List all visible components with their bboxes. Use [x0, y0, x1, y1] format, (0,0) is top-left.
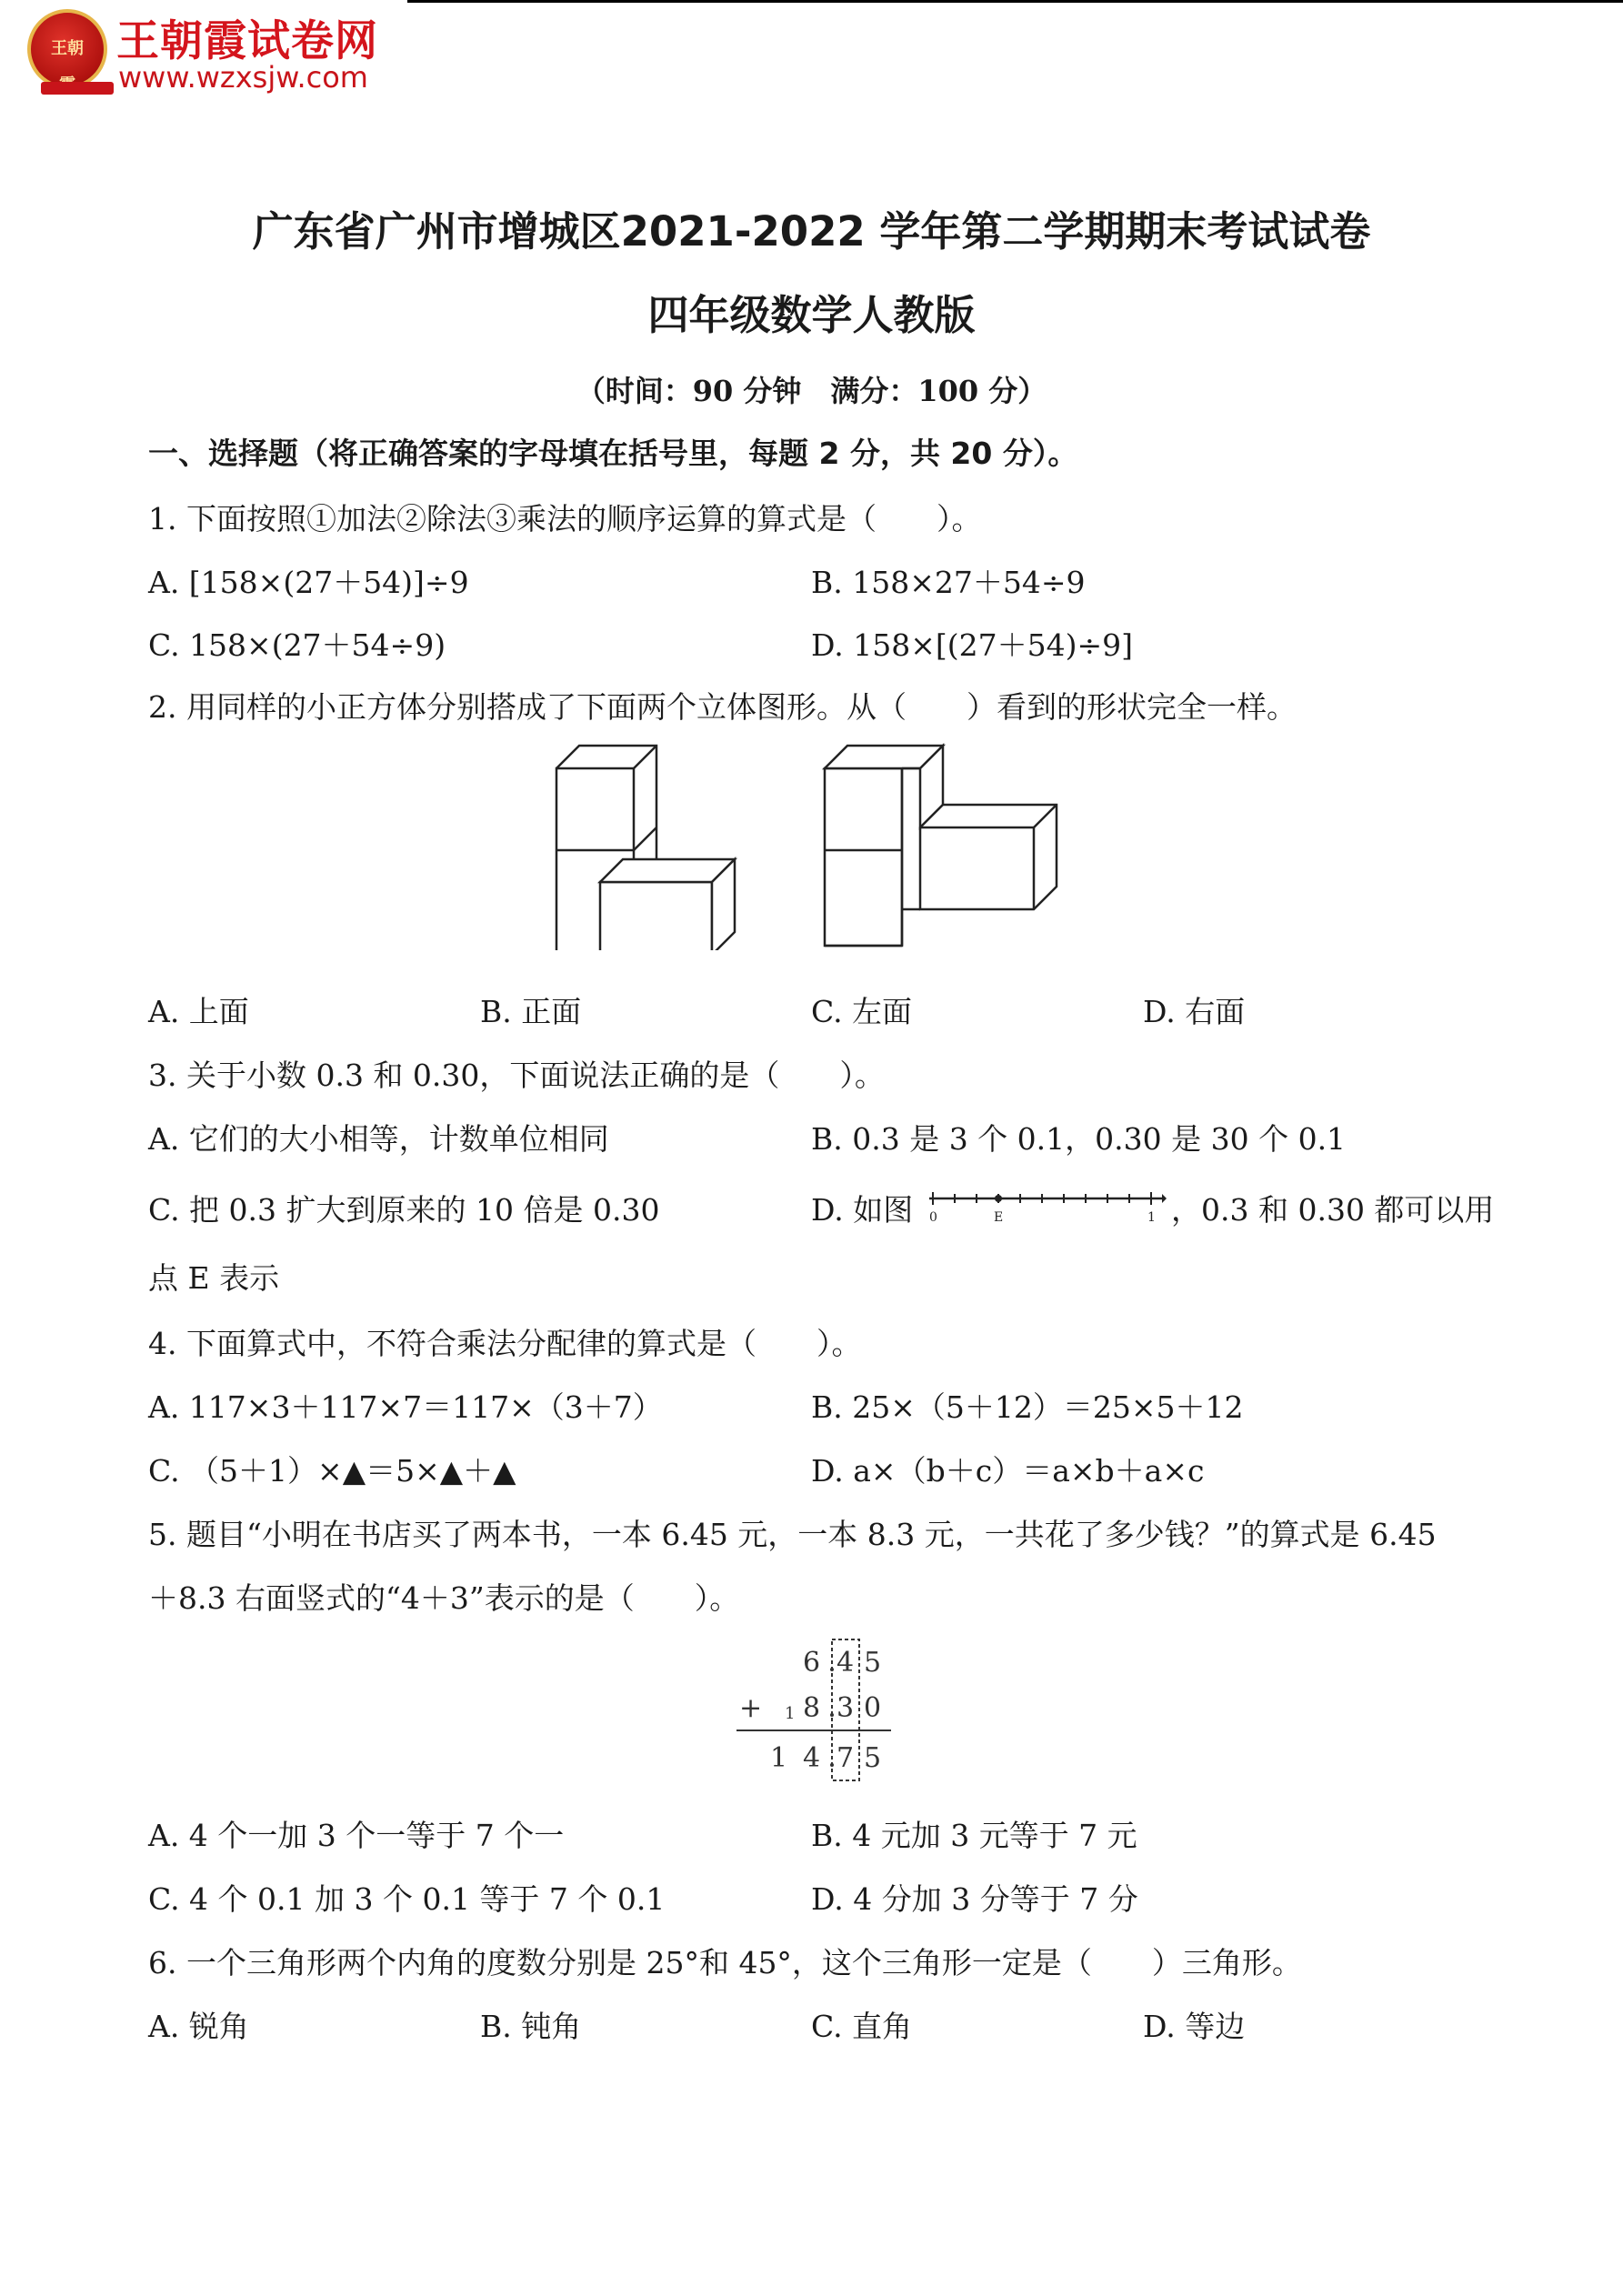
- v-r3-d4: 5: [864, 1742, 882, 1774]
- q5-option-a: A. 4 个一加 3 个一等于 7 个一: [148, 1818, 565, 1853]
- q4-option-d: D. a×（b＋c）＝a×b＋a×c: [811, 1453, 1205, 1489]
- site-brand: 王朝霞试卷网: [116, 16, 378, 66]
- q1-stem: 1. 下面按照①加法②除法③乘法的顺序运算的算式是（ ）。: [148, 501, 982, 536]
- site-logo: [27, 9, 107, 89]
- q2-stem: 2. 用同样的小正方体分别搭成了下面两个立体图形。从（ ）看到的形状完全一样。: [148, 689, 1297, 725]
- q5-option-c: C. 4 个 0.1 加 3 个 0.1 等于 7 个 0.1: [148, 1881, 666, 1917]
- section-heading: 一、选择题（将正确答案的字母填在括号里，每题 2 分，共 20 分）。: [148, 436, 1078, 471]
- q3-option-a: A. 它们的大小相等，计数单位相同: [148, 1121, 609, 1157]
- q5-option-d: D. 4 分加 3 分等于 7 分: [811, 1881, 1138, 1917]
- q1-option-b: B. 158×27＋54÷9: [811, 565, 1086, 600]
- q4-option-a: A. 117×3＋117×7＝117×（3＋7）: [148, 1389, 663, 1425]
- v-plus: +: [739, 1692, 763, 1724]
- q5-option-b: B. 4 元加 3 元等于 7 元: [811, 1818, 1137, 1853]
- number-line-label-zero: 0: [929, 1210, 937, 1225]
- site-url[interactable]: www.wzxsjw.com: [118, 60, 368, 95]
- v-r2-d1: 8: [803, 1692, 821, 1724]
- q2-option-d: D. 右面: [1143, 994, 1246, 1029]
- q4-option-c: C. （5＋1）×▲＝5×▲＋▲: [148, 1453, 516, 1489]
- q6-option-d: D. 等边: [1143, 2009, 1246, 2044]
- q1-option-d: D. 158×[(27＋54)÷9]: [811, 627, 1134, 663]
- logo-text: 王朝: [51, 39, 84, 58]
- exam-meta: （时间：90 分钟 满分：100 分）: [576, 374, 1047, 408]
- v-r2-d3: 0: [864, 1692, 882, 1724]
- document-subtitle: 四年级数学人教版: [647, 291, 976, 339]
- v-r1-d2: 4: [837, 1647, 855, 1679]
- cube-figure-left: [550, 741, 768, 950]
- q1-option-c: C. 158×(27＋54÷9): [148, 627, 446, 663]
- v-carry: 1: [785, 1704, 796, 1723]
- v-r3-d3: 7: [837, 1742, 855, 1774]
- v-r3-d2: 4: [803, 1742, 821, 1774]
- v-r1-d1: 6: [803, 1647, 821, 1679]
- q4-option-b: B. 25×（5＋12）＝25×5＋12: [811, 1389, 1244, 1425]
- number-line: [926, 1185, 1167, 1226]
- logo-ribbon: [41, 82, 114, 95]
- q3-option-c: C. 把 0.3 扩大到原来的 10 倍是 0.30: [148, 1192, 660, 1228]
- document-title: 广东省广州市增城区2021-2022 学年第二学期期末考试试卷: [252, 207, 1371, 256]
- v-r2-d2: 3: [837, 1692, 855, 1724]
- q6-option-c: C. 直角: [811, 2009, 913, 2044]
- v-r3-d1: 1: [770, 1742, 788, 1774]
- q2-option-b: B. 正面: [480, 994, 582, 1029]
- q3-option-d-prefix: D. 如图: [811, 1192, 914, 1228]
- q3-option-d-continued: 点 E 表示: [148, 1260, 280, 1296]
- number-line-label-e: E: [994, 1210, 1004, 1225]
- q3-option-d-suffix: ，0.3 和 0.30 都可以用: [1171, 1192, 1495, 1228]
- v-r1-d3: 5: [864, 1647, 882, 1679]
- q6-option-b: B. 钝角: [480, 2009, 582, 2044]
- q5-stem-line2: ＋8.3 右面竖式的“4＋3”表示的是（ ）。: [148, 1580, 740, 1616]
- q6-stem: 6. 一个三角形两个内角的度数分别是 25°和 45°，这个三角形一定是（ ）三角形。: [148, 1945, 1302, 1980]
- q6-option-a: A. 锐角: [148, 2009, 249, 2044]
- q4-stem: 4. 下面算式中，不符合乘法分配律的算式是（ ）。: [148, 1326, 862, 1361]
- header-rule: [407, 0, 1623, 3]
- q3-option-b: B. 0.3 是 3 个 0.1，0.30 是 30 个 0.1: [811, 1121, 1347, 1157]
- q5-stem-line1: 5. 题目“小明在书店买了两本书，一本 6.45 元，一本 8.3 元，一共花了多少钱？”的算式是 6.45: [148, 1517, 1437, 1552]
- cube-figure-right: [818, 741, 1073, 950]
- vertical-addition: [732, 1635, 896, 1785]
- q1-option-a: A. [158×(27＋54)]÷9: [148, 565, 469, 600]
- number-line-label-one: 1: [1147, 1210, 1156, 1225]
- q2-option-c: C. 左面: [811, 994, 913, 1029]
- q2-option-a: A. 上面: [148, 994, 249, 1029]
- q3-stem: 3. 关于小数 0.3 和 0.30，下面说法正确的是（ ）。: [148, 1058, 885, 1093]
